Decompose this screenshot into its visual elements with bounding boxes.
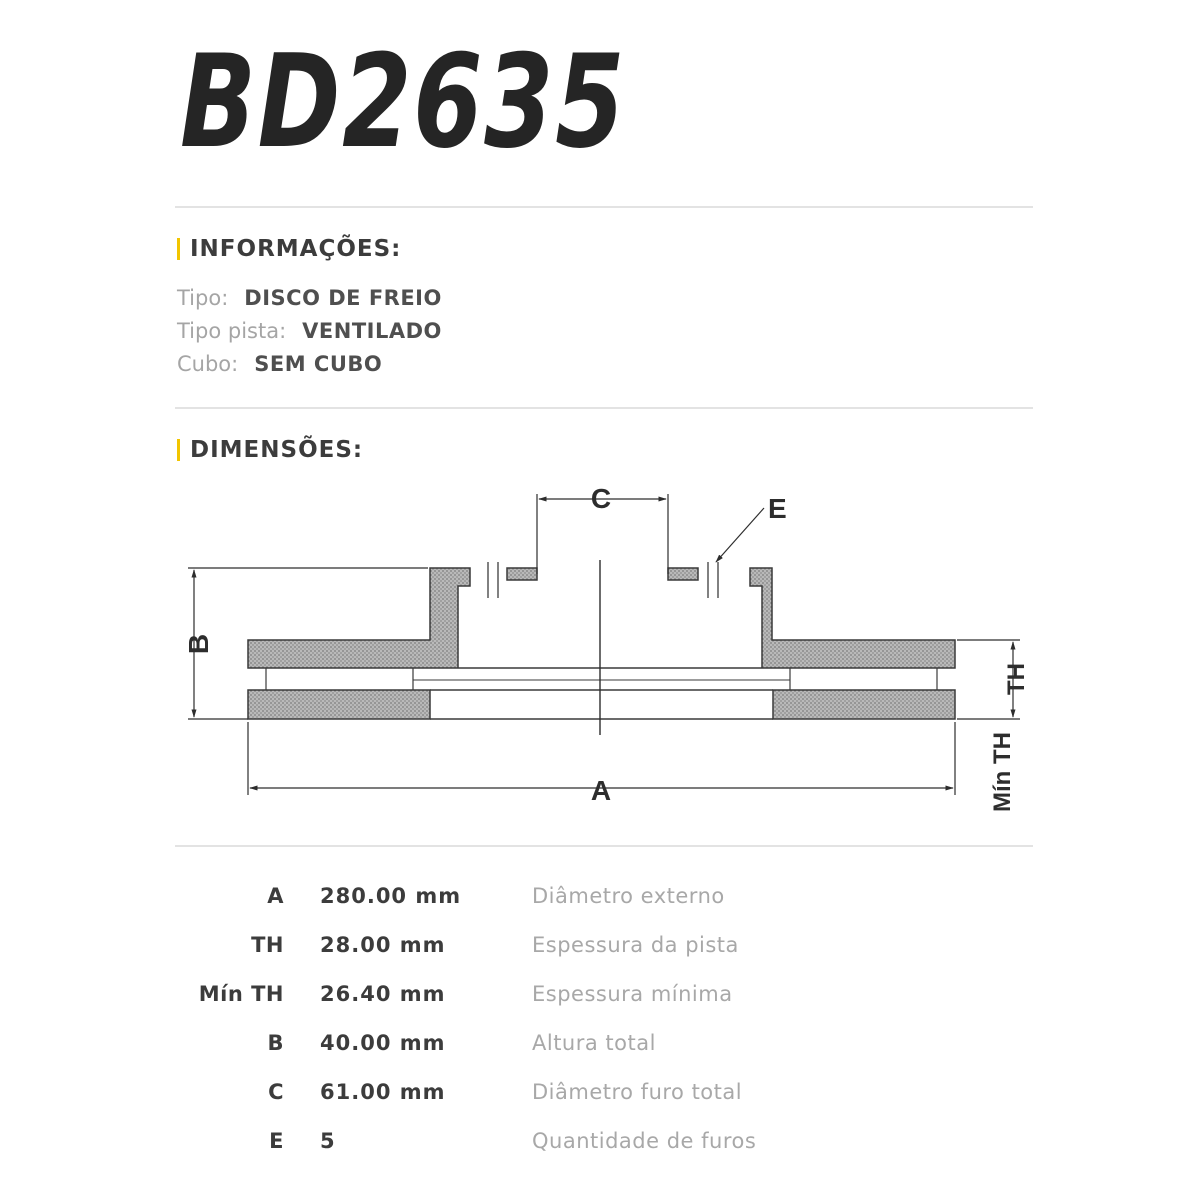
- dimensions-title-text: DIMENSÕES:: [190, 437, 364, 463]
- dimension-value: 28.00 mm: [320, 933, 446, 957]
- dimension-code: C: [268, 1080, 284, 1104]
- divider: [175, 206, 1033, 208]
- dimension-code: A: [267, 884, 284, 908]
- brake-disc-diagram: [170, 470, 1050, 830]
- dimension-code: B: [267, 1031, 284, 1055]
- part-number: BD2635: [180, 28, 627, 177]
- dimension-a-label: A: [590, 775, 612, 806]
- info-value: VENTILADO: [302, 319, 442, 343]
- dimension-value: 5: [320, 1129, 336, 1153]
- dimension-row: [170, 933, 970, 973]
- hat-top-inner-right: [668, 568, 698, 580]
- divider: [175, 407, 1033, 409]
- dimension-value: 280.00 mm: [320, 884, 462, 908]
- dimension-description: Espessura da pista: [532, 933, 739, 957]
- dimension-b-label: B: [183, 633, 214, 655]
- dimension-th: [957, 640, 1030, 812]
- dimensions-section-title: [177, 437, 363, 463]
- dimension-c: [537, 483, 668, 574]
- info-row-type: [177, 286, 442, 310]
- dimension-description: Quantidade de furos: [532, 1129, 757, 1153]
- dimension-description: Diâmetro furo total: [532, 1080, 743, 1104]
- info-label: Cubo:: [177, 352, 239, 376]
- dimension-value: 40.00 mm: [320, 1031, 446, 1055]
- info-section-title: [177, 236, 401, 262]
- dimension-row: [170, 884, 970, 924]
- info-row-hub: [177, 352, 382, 376]
- disc-cross-section: [248, 560, 955, 735]
- dimension-row: [170, 1129, 970, 1169]
- bottom-plate-right: [773, 690, 955, 719]
- dimension-e: [716, 493, 787, 562]
- dimension-description: Altura total: [532, 1031, 656, 1055]
- info-label: Tipo:: [177, 286, 229, 310]
- dimension-description: Espessura mínima: [532, 982, 733, 1006]
- info-label: Tipo pista:: [177, 319, 287, 343]
- dimension-min-th-label: Mín TH: [989, 732, 1016, 812]
- dimension-value: 61.00 mm: [320, 1080, 446, 1104]
- dimension-value: 26.40 mm: [320, 982, 446, 1006]
- info-value: DISCO DE FREIO: [244, 286, 442, 310]
- dimension-code: Mín TH: [198, 982, 284, 1006]
- dimension-row: [170, 1080, 970, 1120]
- hat-top-inner-left: [507, 568, 537, 580]
- info-row-track-type: [177, 319, 442, 343]
- bottom-plate-left: [248, 690, 430, 719]
- info-value: SEM CUBO: [254, 352, 383, 376]
- dimension-row: [170, 1031, 970, 1071]
- dimension-c-label: C: [590, 483, 612, 514]
- dimension-th-label: TH: [1003, 663, 1030, 695]
- dimension-a: [248, 722, 955, 806]
- info-title-text: INFORMAÇÕES:: [190, 236, 402, 262]
- dimension-e-label: E: [768, 493, 787, 524]
- divider: [175, 845, 1033, 847]
- dimension-code: TH: [251, 933, 284, 957]
- dimension-row: [170, 982, 970, 1022]
- accent-bar: [177, 238, 180, 260]
- dimension-description: Diâmetro externo: [532, 884, 725, 908]
- hat-section: [248, 568, 955, 668]
- dimension-code: E: [269, 1129, 284, 1153]
- accent-bar: [177, 439, 180, 461]
